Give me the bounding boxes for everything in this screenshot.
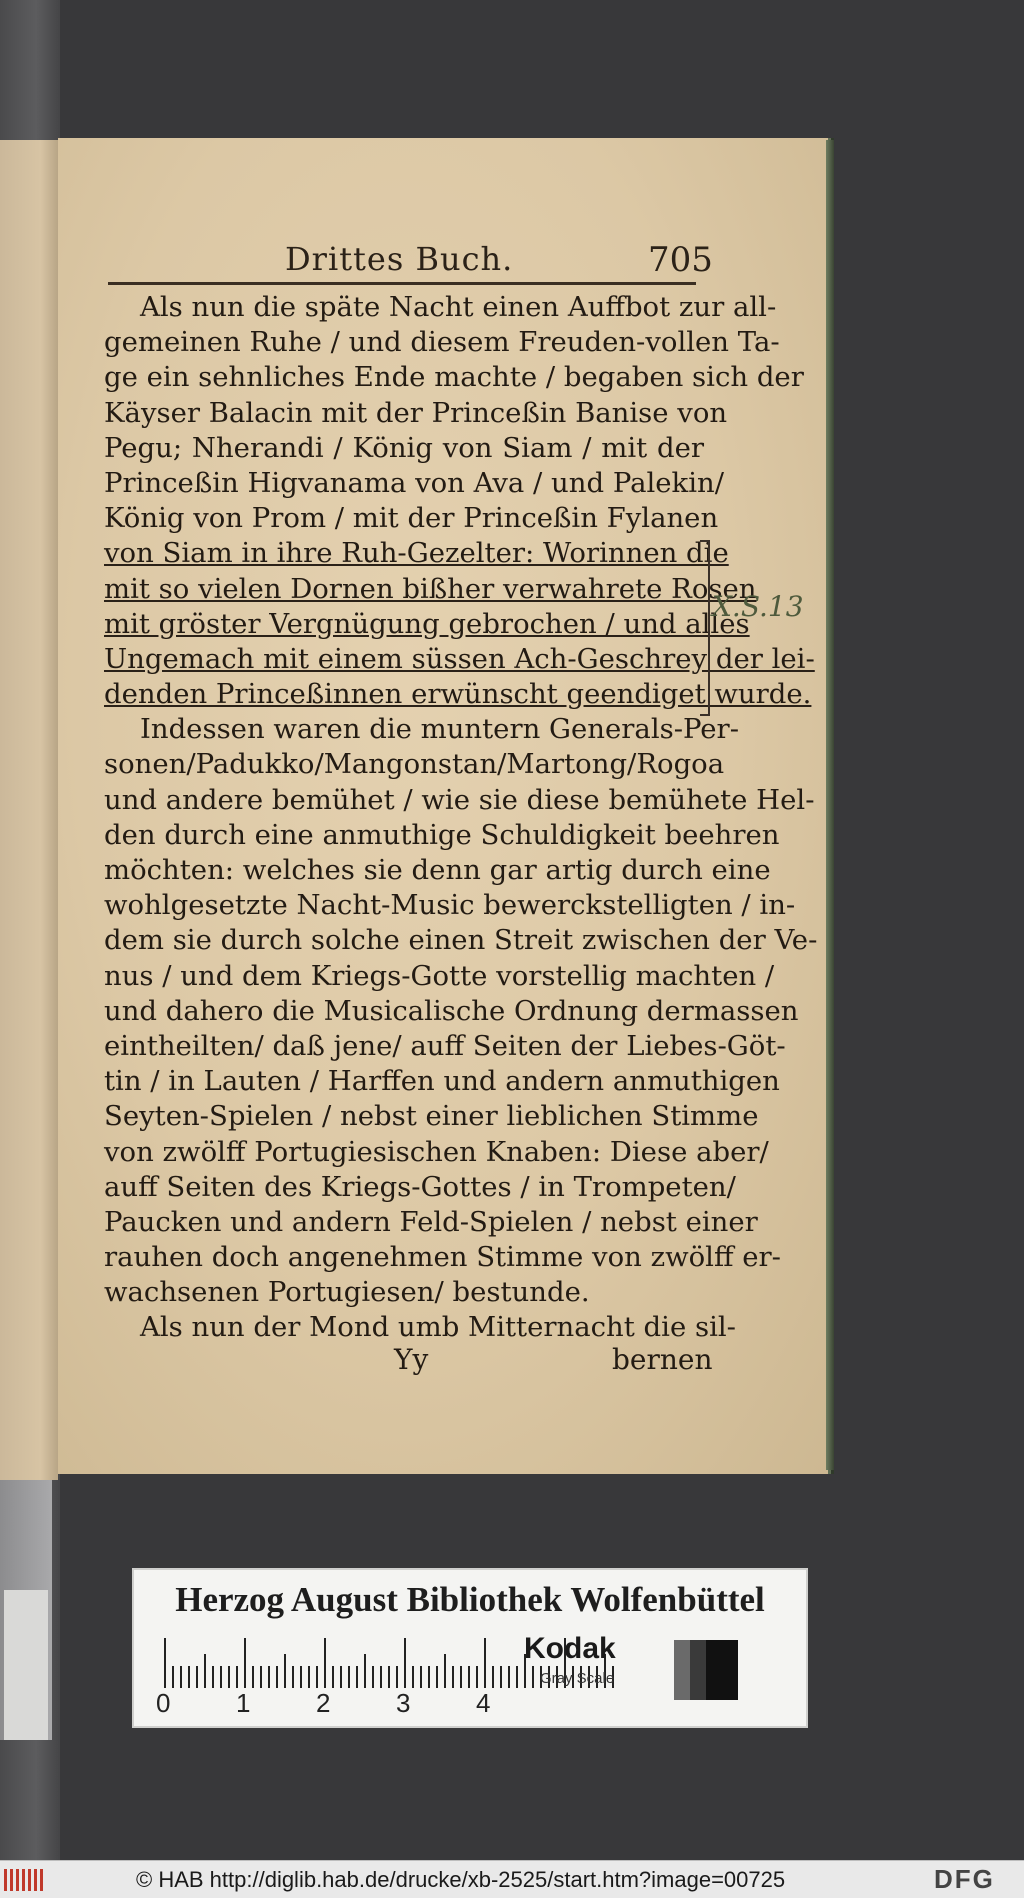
ruler-tick [300,1666,302,1688]
ruler-tick [380,1666,382,1688]
library-name: Herzog August Bibliothek Wolfenbüttel [175,1580,765,1619]
ruler-tick [428,1666,430,1688]
ruler-tick [268,1666,270,1688]
ruler-tick [468,1666,470,1688]
text-line: Paucken und andern Feld-Spielen / nebst einer [104,1205,758,1238]
kodak-logo: Kodak [524,1632,616,1665]
text-line: Käyser Balacin mit der Princeßin Banise von [104,396,728,429]
text-line: dem sie durch solche einen Streit zwischen der Ve- [104,924,818,957]
ruler-tick [492,1666,494,1688]
ruler-tick [172,1666,174,1688]
ruler-tick [532,1666,534,1688]
ruler-tick [244,1638,246,1688]
color-scale-card [132,1568,808,1728]
text-line: und andere bemühet / wie sie diese bemühete Hel- [104,783,815,816]
ruler-tick [308,1666,310,1688]
ruler-tick [516,1666,518,1688]
text-line: Als nun die späte Nacht einen Auffbot zur all- [140,291,777,323]
ruler-number: 3 [396,1688,411,1718]
text-line: Pegu; Nherandi / König von Siam / mit der [104,431,704,464]
ruler-tick [236,1666,238,1688]
text-line: ge ein sehnliches Ende machte / begaben sich der [104,361,804,394]
ruler-tick [340,1666,342,1688]
ruler-tick [324,1638,326,1688]
ruler-tick [452,1666,454,1688]
text-line: Seyten-Spielen / nebst einer lieblichen Stimme [104,1100,759,1133]
ruler-tick [476,1666,478,1688]
ruler-tick [252,1666,254,1688]
page-edge [826,140,834,1470]
ruler-tick [276,1666,278,1688]
dfg-logo: DFG [934,1864,995,1894]
ruler-tick [404,1638,406,1688]
ruler-tick [420,1666,422,1688]
ruler-tick [228,1666,230,1688]
ruler-tick [260,1666,262,1688]
ruler-number: 4 [476,1688,491,1718]
margin-bracket [700,540,710,716]
text-line: denden Princeßinnen erwünscht geendiget wurde. [104,678,812,711]
ruler-tick [372,1666,374,1688]
text-line: König von Prom / mit der Princeßin Fylanen [104,502,719,535]
ruler-tick [388,1666,390,1688]
text-line: rauhen doch angenehmen Stimme von zwölff er- [104,1241,781,1274]
text-line: mit so vielen Dornen bißher verwahrete Rosen [104,572,757,605]
ruler-tick [332,1666,334,1688]
adjacent-page-edge [0,140,58,1480]
text-line: Als nun der Mond umb Mitternacht die sil- [140,1311,736,1344]
ruler-tick [220,1666,222,1688]
ruler-number: 2 [316,1688,331,1718]
ruler-tick [180,1666,182,1688]
ruler-tick [284,1654,286,1688]
text-line: sonen/Padukko/Mangonstan/Martong/Rogoa [104,748,725,781]
ruler-tick [196,1666,198,1688]
ruler-tick [356,1666,358,1688]
hab-logo-icon [4,1869,44,1891]
text-line: von Siam in ihre Ruh-Gezelter: Worinnen die [104,537,729,570]
ruler-tick [164,1638,166,1688]
ruler-tick [484,1638,486,1688]
ruler-tick [348,1666,350,1688]
text-line: auff Seiten des Kriegs-Gottes / in Trompeten/ [104,1170,736,1203]
text-line: tin / in Lauten / Harffen und andern anmuthigen [104,1065,780,1098]
footer-bar [0,1860,1024,1898]
ruler-tick [188,1666,190,1688]
text-line: nus / und dem Kriegs-Gotte vorstellig machten / [104,959,775,992]
text-line: eintheilten/ daß jene/ auff Seiten der Liebes-Göt- [104,1029,786,1062]
ruler-number: 1 [236,1688,251,1718]
ruler-tick [444,1654,446,1688]
adjacent-card-edge [0,1480,52,1740]
text-line: möchten: welches sie denn gar artig durch eine [104,854,771,886]
ruler-number: 0 [156,1688,171,1718]
text-line: Princeßin Higvanama von Ava / und Palekin/ [104,466,724,499]
footer-copyright-link[interactable]: © HAB http://diglib.hab.de/drucke/xb-2525/start.htm?image=00725 [136,1867,786,1892]
catchword: bernen [612,1343,713,1376]
text-line: Ungemach mit einem süssen Ach-Geschrey der lei- [104,642,815,675]
gray-swatch [674,1640,738,1700]
ruler-tick [292,1666,294,1688]
ruler-tick [316,1666,318,1688]
signature-mark: Yy [394,1343,429,1376]
gray-scale-label: Gray Scale [540,1670,615,1687]
ruler-tick [508,1666,510,1688]
text-line: von zwölff Portugiesischen Knaben: Diese aber/ [104,1135,769,1168]
page-number: 705 [648,240,713,280]
text-line: gemeinen Ruhe / und diesem Freuden-vollen Ta- [104,326,780,359]
margin-note: X.S.13 [712,590,804,623]
ruler-tick [500,1666,502,1688]
ruler-tick [460,1666,462,1688]
ruler-tick [204,1654,206,1688]
running-head: Drittes Buch. [285,240,514,278]
text-line: mit gröster Vergnügung gebrochen / und alles [104,607,750,640]
text-line: wachsenen Portugiesen/ bestunde. [104,1276,590,1309]
text-line: den durch eine anmuthige Schuldigkeit beehren [104,818,780,851]
ruler-tick [212,1666,214,1688]
ruler-tick [396,1666,398,1688]
ruler-tick [436,1666,438,1688]
text-line: und dahero die Musicalische Ordnung dermassen [104,994,799,1027]
ruler-tick [364,1654,366,1688]
text-line: wohlgesetzte Nacht-Music bewerckstelligten / in- [104,889,796,922]
adjacent-tag [4,1590,48,1740]
text-line: Indessen waren die muntern Generals-Per- [140,713,739,746]
head-rule [108,282,696,285]
ruler-tick [412,1666,414,1688]
